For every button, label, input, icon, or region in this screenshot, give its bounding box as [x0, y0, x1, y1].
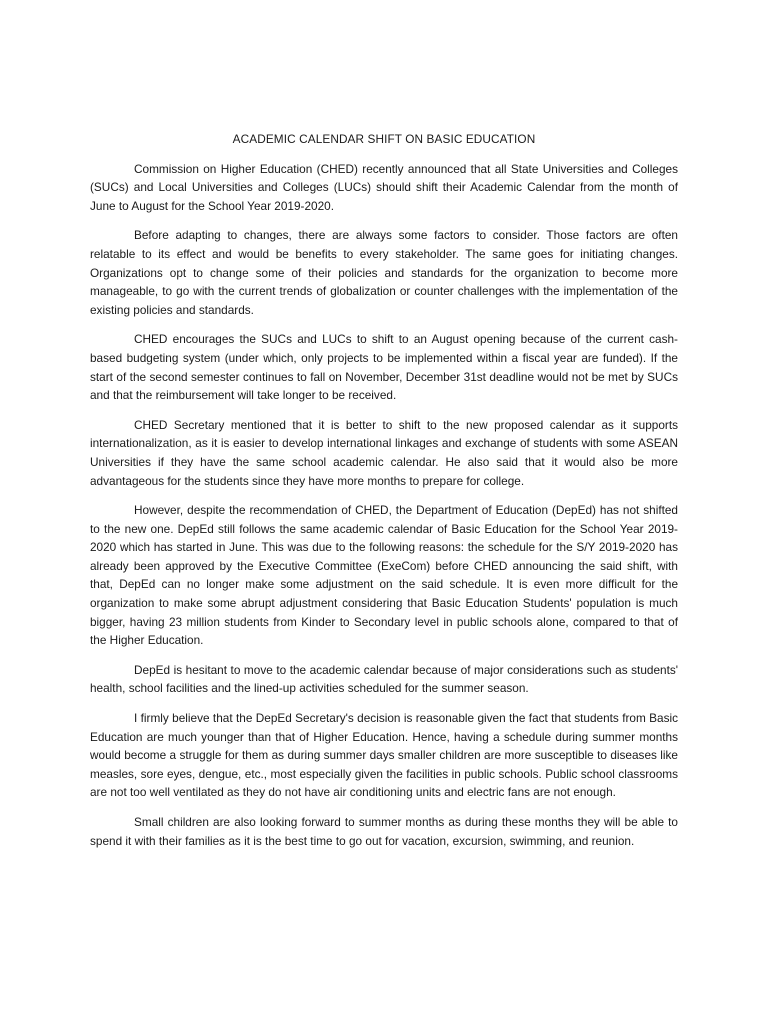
- paragraph-summer-months: Small children are also looking forward to summer months as during these months they will be able to spend it with their families as it is the best time to go out for vacation, excursion, swimming, and reunion.: [90, 815, 678, 848]
- paragraph-personal-opinion: I firmly believe that the DepEd Secretary's decision is reasonable given the fact that students from Basic Education are much younger than that of Higher Education. Hence, having a schedule during summer months would become a struggle for them as during summer days smaller children are more susceptible to diseases like measles, sore eyes, dengue, etc., most especially given the facilities in public schools. Public school classrooms are not too well ventilated as they do not have air conditioning units and electric fans are not enough.: [90, 711, 678, 800]
- paragraph-budgeting-system: CHED encourages the SUCs and LUCs to shift to an August opening because of the current cash-based budgeting system (under which, only projects to be implemented within a fiscal year are funded). If the start of the second semester continues to fall on November, December 31st deadline would not be met by SUCs and that the reimbursement will take longer to be received.: [90, 332, 678, 403]
- paragraph-adapting-to-changes: Before adapting to changes, there are always some factors to consider. Those factors are often relatable to its effect and would be benefits to every stakeholder. The same goes for initiating changes. Organizations opt to change some of their policies and standards for the organization to become more manageable, to go with the current trends of globalization or counter challenges with the implementation of the existing policies and standards.: [90, 228, 678, 317]
- paragraph-ched-announcement: Commission on Higher Education (CHED) recently announced that all State Universities and Colleges (SUCs) and Local Universities and Colleges (LUCs) should shift their Academic Calendar from the month of June to August for the School Year 2019-2020.: [90, 161, 678, 213]
- paragraph-deped-hesitant: DepEd is hesitant to move to the academic calendar because of major considerations such as students' health, school facilities and the lined-up activities scheduled for the summer season.: [90, 662, 678, 696]
- document-body: [90, 130, 678, 850]
- paragraph-deped-not-shifted: However, despite the recommendation of CHED, the Department of Education (DepEd) has not shifted to the new one. DepEd still follows the same academic calendar of Basic Education for the School Year 2019-2020 which has started in June. This was due to the following reasons: the schedule for the S/Y 2019-2020 has already been approved by the Executive Committee (ExeCom) before CHED announcing the said shift, with that, DepEd can no longer make some adjustment on the said schedule. It is even more difficult for the organization to make some abrupt adjustment considering that Basic Education Students' population is much bigger, having 23 million students from Kinder to Secondary level in public schools alone, compared to that of the Higher Education.: [90, 503, 678, 648]
- document-title: ACADEMIC CALENDAR SHIFT ON BASIC EDUCATION: [232, 132, 536, 146]
- paragraph-internationalization: CHED Secretary mentioned that it is better to shift to the new proposed calendar as it supports internationalization, as it is easier to develop international linkages and exchange of students with some ASEAN Universities if they have the same school academic calendar. He also said that it would also be more advantageous for the students since they have more months to prepare for college.: [90, 417, 678, 488]
